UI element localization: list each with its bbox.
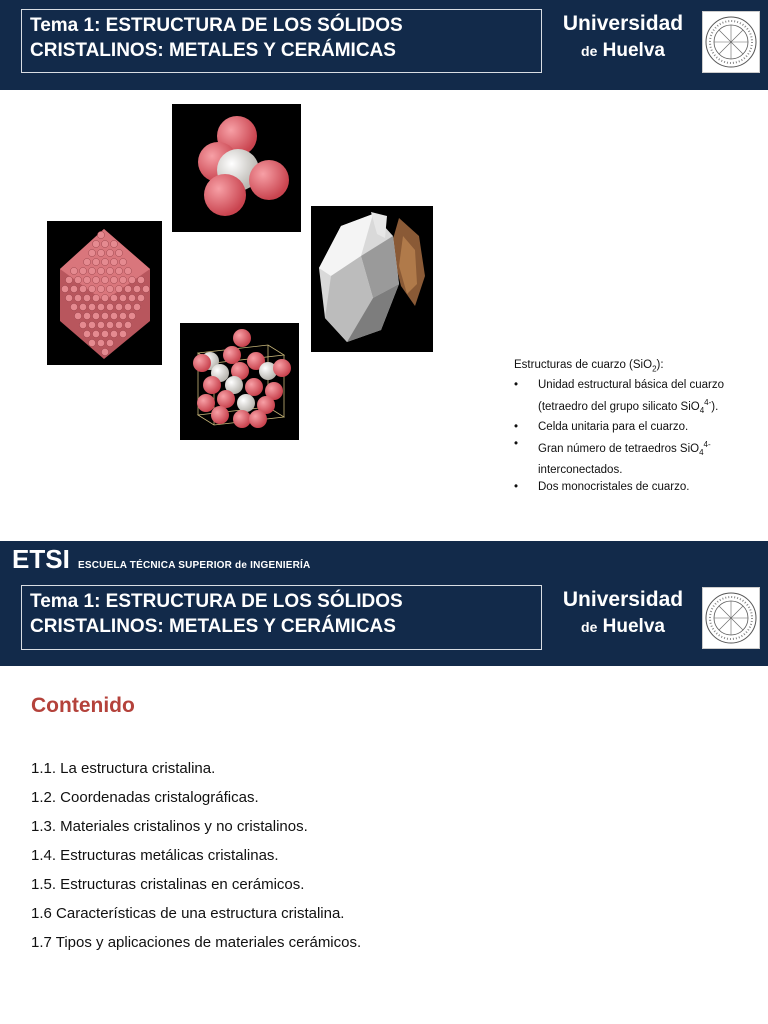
contents-item: 1.2. Coordenadas cristalográficas. (31, 789, 259, 806)
university-name: Huelva (602, 40, 665, 61)
caption-bullet-2: • Celda unitaria para el cuarzo. (514, 419, 744, 436)
caption-bullet-1: • Unidad estructural básica del cuarzo (tetraedro del grupo silicato SiO$_4^{4-}$). (514, 377, 744, 419)
university-seal-icon (702, 11, 760, 73)
caption-heading: Estructuras de cuarzo (SiO$_2$): (514, 359, 664, 374)
contents-item: 1.3. Materiales cristalinos y no cristalinos. (31, 818, 308, 835)
university-label: Universidad (562, 12, 684, 35)
university-de: de (581, 619, 598, 635)
slide2-university-logo (556, 588, 690, 638)
contents-item: 1.5. Estructuras cristalinas en cerámicos. (31, 876, 305, 893)
contents-item: 1.7 Tipos y aplicaciones de materiales cerámicos. (31, 934, 362, 951)
contents-item: 1.4. Estructuras metálicas cristalinas. (31, 847, 279, 864)
university-de: de (581, 43, 598, 59)
slide2-title-line2: CRISTALINOS: METALES Y CERÁMICAS (30, 616, 396, 637)
university-seal-icon (702, 587, 760, 649)
unit-cell-image (180, 323, 299, 440)
slide1-university-logo (556, 12, 690, 62)
slide2-title-box (21, 585, 542, 650)
silicate-network-image (47, 221, 162, 365)
quartz-crystal-photo (311, 206, 433, 352)
caption-bullet-4: • Dos monocristales de cuarzo. (514, 479, 744, 496)
slide2-title-line1: Tema 1: ESTRUCTURA DE LOS SÓLIDOS (30, 591, 403, 612)
contents-item: 1.6 Características de una estructura cristalina. (31, 905, 345, 922)
university-label: Universidad (562, 588, 684, 611)
contents-heading: Contenido (31, 694, 135, 717)
slide1-title-line2: CRISTALINOS: METALES Y CERÁMICAS (30, 40, 396, 61)
contents-item: 1.1. La estructura cristalina. (31, 760, 216, 777)
slide1-title-box (21, 9, 542, 73)
slide1-title-line1: Tema 1: ESTRUCTURA DE LOS SÓLIDOS (30, 15, 403, 36)
caption-bullet-3: • Gran número de tetraedros SiO$_4^{4-}$ interconectados. (514, 436, 744, 478)
tetrahedron-image (172, 104, 301, 232)
quartz-structures-caption (514, 357, 744, 496)
contents-list (31, 760, 361, 963)
etsi-full-name: ESCUELA TÉCNICA SUPERIOR de INGENIERÍA (78, 560, 311, 571)
etsi-logo: ETSI (12, 544, 70, 574)
university-name: Huelva (602, 616, 665, 637)
